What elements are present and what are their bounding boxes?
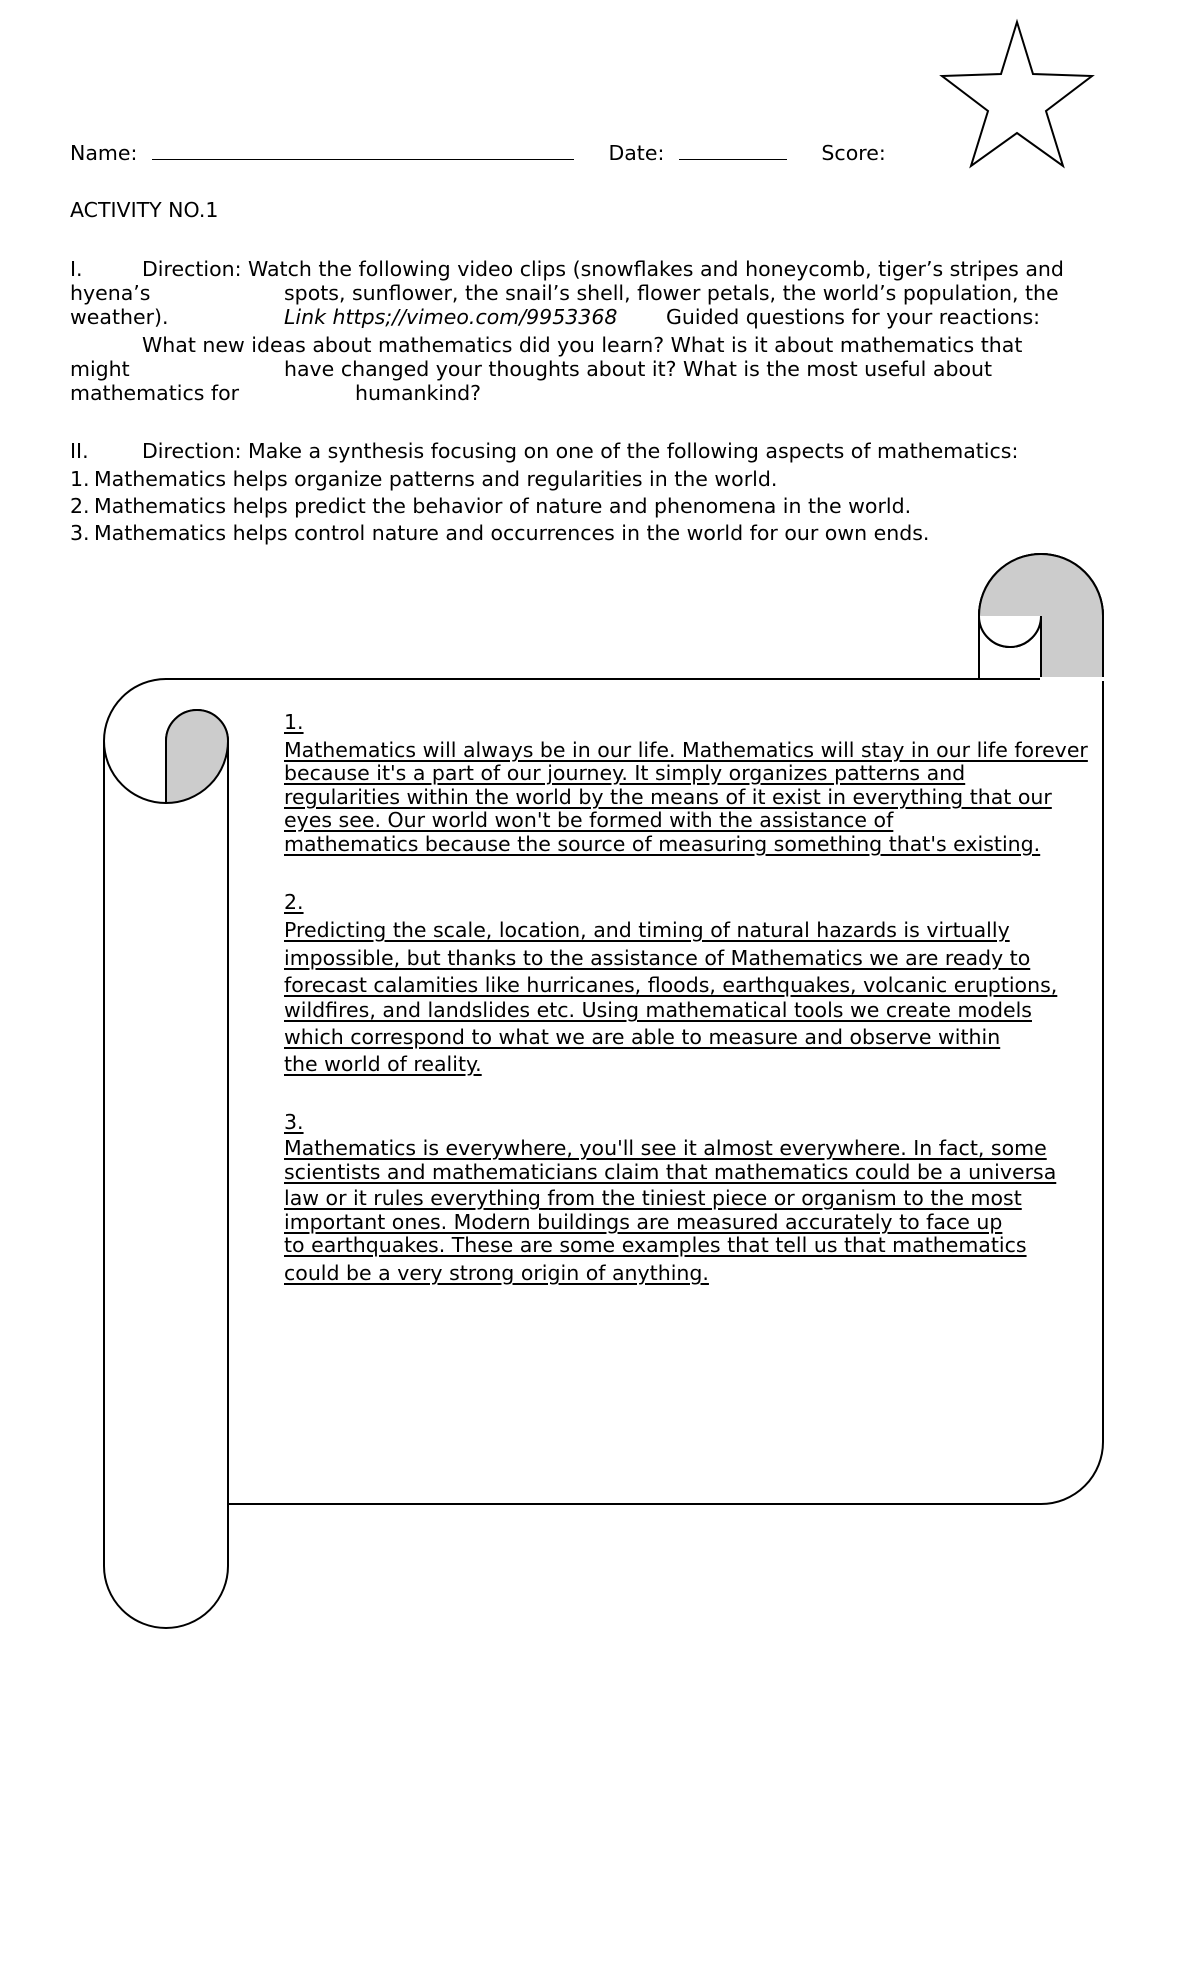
answer-line: important ones. Modern buildings are measured accurately to face up	[284, 1210, 1003, 1234]
answer-line: law or it rules everything from the tiniest piece or organism to the most	[284, 1186, 1022, 1210]
video-link[interactable]: Link https;//vimeo.com/9953368	[284, 305, 618, 329]
answer-line: regularities within the world by the means of it exist in everything that our	[284, 785, 1052, 809]
answer-line: Mathematics is everywhere, you'll see it almost everywhere. In fact, some	[284, 1136, 1047, 1160]
answer-line: Mathematics will always be in our life. Mathematics will stay in our life forever	[284, 738, 1088, 762]
aspect-number: 2.	[70, 494, 90, 518]
aspect-item: Mathematics helps predict the behavior of nature and phenomena in the world.	[94, 494, 912, 518]
section-2-numeral: II.	[70, 439, 89, 463]
name-label: Name:	[70, 141, 138, 165]
aspect-item: Mathematics helps control nature and occurrences in the world for our own ends.	[94, 521, 930, 545]
answer-number: 1.	[284, 710, 304, 734]
answer-line: impossible, but thanks to the assistance of Mathematics we are ready to	[284, 946, 1031, 970]
answer-number: 2.	[284, 890, 304, 914]
guided-question: humankind?	[355, 381, 481, 405]
answer-line: Predicting the scale, location, and timing of natural hazards is virtually	[284, 918, 1010, 942]
section-1-direction: Direction: Watch the following video clips (snowflakes and honeycomb, tiger’s stripes and	[142, 257, 1064, 281]
answer-line: wildfires, and landslides etc. Using mathematical tools we create models	[284, 998, 1032, 1022]
answer-line: which correspond to what we are able to measure and observe within	[284, 1025, 1001, 1049]
answer-line: eyes see. Our world won't be formed with the assistance of	[284, 808, 894, 832]
guided-question: have changed your thoughts about it? What is the most useful about	[284, 357, 993, 381]
aspect-number: 1.	[70, 467, 90, 491]
answer-line: the world of reality.	[284, 1052, 482, 1076]
answer-line: forecast calamities like hurricanes, floods, earthquakes, volcanic eruptions,	[284, 973, 1058, 997]
section-1-text: hyena’s	[70, 281, 151, 305]
answer-line: mathematics because the source of measuring something that's existing.	[284, 832, 1041, 856]
section-1-text: spots, sunflower, the snail’s shell, flower petals, the world’s population, the	[284, 281, 1059, 305]
aspect-number: 3.	[70, 521, 90, 545]
date-label: Date:	[608, 141, 665, 165]
activity-title: ACTIVITY NO.1	[70, 198, 219, 222]
score-label: Score:	[821, 141, 886, 165]
answer-line: to earthquakes. These are some examples that tell us that mathematics	[284, 1233, 1027, 1257]
guided-question: might	[70, 357, 130, 381]
section-1-numeral: I.	[70, 257, 83, 281]
answer-line: could be a very strong origin of anything.	[284, 1261, 709, 1285]
section-1-text: Guided questions for your reactions:	[666, 305, 1041, 329]
answer-number: 3.	[284, 1110, 304, 1134]
section-2-direction: Direction: Make a synthesis focusing on one of the following aspects of mathematics:	[142, 439, 1019, 463]
guided-question: What new ideas about mathematics did you learn? What is it about mathematics that	[142, 333, 1023, 357]
answer-line: because it's a part of our journey. It simply organizes patterns and	[284, 761, 966, 785]
aspect-item: Mathematics helps organize patterns and regularities in the world.	[94, 467, 778, 491]
answer-line: scientists and mathematicians claim that mathematics could be a universa	[284, 1160, 1057, 1184]
guided-question: mathematics for	[70, 381, 240, 405]
section-1-text: weather).	[70, 305, 169, 329]
